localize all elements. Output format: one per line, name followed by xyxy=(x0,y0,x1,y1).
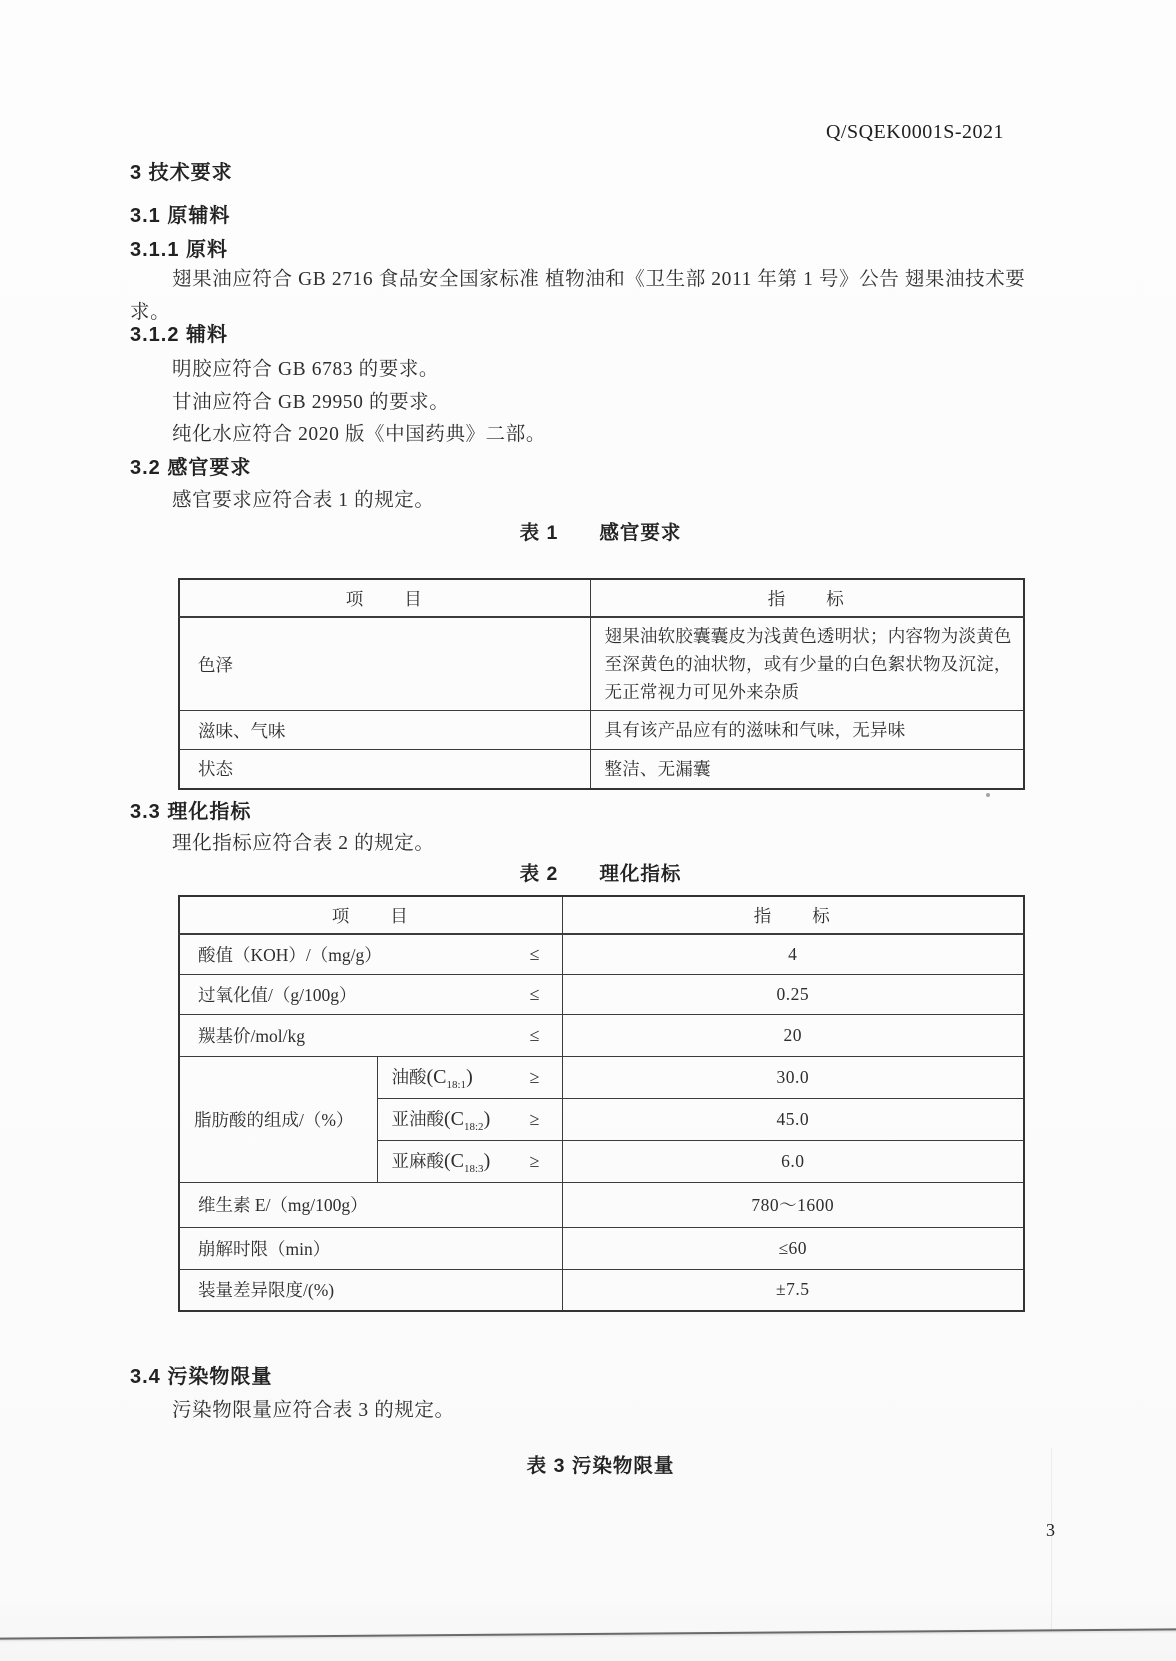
item-label: 油酸$(C_{18:1})$ xyxy=(391,1065,473,1091)
table2-item-vitamin-e: 维生素 E/（mg/100g） xyxy=(179,1182,562,1227)
table2-item-carbonyl xyxy=(179,1014,562,1056)
doc-code: Q/SQEK0001S-2021 xyxy=(825,121,1004,143)
table2-item-linoleic xyxy=(377,1098,562,1140)
limit-operator: ≤ xyxy=(529,983,540,1004)
heading-3-1-1: 3.1.1 原料 xyxy=(130,239,229,261)
table2-value-linoleic: 45.0 xyxy=(562,1098,1024,1140)
heading-3-1-2: 3.1.2 辅料 xyxy=(130,324,229,346)
table2-header-item: 项 目 xyxy=(179,896,562,934)
table-row xyxy=(179,711,1024,750)
heading-3: 3 技术要求 xyxy=(130,162,233,184)
table-physchem xyxy=(178,895,1025,1312)
table1-item-state: 状态 xyxy=(179,750,590,789)
paper-speck xyxy=(986,793,990,797)
table2-value-disintegration: ≤60 xyxy=(562,1227,1024,1269)
table-row xyxy=(179,1014,1024,1056)
table1-header-indicator: 指 标 xyxy=(590,579,1024,617)
table2-value-linolenic: 6.0 xyxy=(562,1140,1024,1182)
heading-3-2: 3.2 感官要求 xyxy=(130,457,252,479)
table3-caption: 表 3 污染物限量 xyxy=(526,1455,675,1477)
paragraph-sensory: 感官要求应符合表 1 的规定。 xyxy=(172,490,435,511)
table-sensory xyxy=(178,578,1025,790)
heading-3-4: 3.4 污染物限量 xyxy=(130,1366,273,1388)
item-label: 亚麻酸$(C_{18:3})$ xyxy=(391,1149,491,1175)
page-number: 3 xyxy=(1046,1520,1055,1540)
limit-operator: ≥ xyxy=(529,1150,540,1171)
table1-caption: 表 1 感官要求 xyxy=(519,522,682,544)
table-row xyxy=(179,750,1024,789)
item-label: 酸值（KOH）/（mg/g） xyxy=(198,944,382,965)
paper-crease xyxy=(1051,1448,1052,1630)
table1-indicator-taste: 具有该产品应有的滋味和气味，无异味 xyxy=(590,711,1024,750)
paragraph-water: 纯化水应符合 2020 版《中国药典》二部。 xyxy=(172,424,546,445)
paragraph-gelatin: 明胶应符合 GB 6783 的要求。 xyxy=(172,359,440,380)
limit-operator: ≤ xyxy=(529,1024,540,1045)
table2-header-indicator: 指 标 xyxy=(562,896,1024,934)
table1-header-item: 项 目 xyxy=(179,579,590,617)
item-label: 羰基价/mol/kg xyxy=(198,1025,305,1046)
table-sensory-wrap xyxy=(178,578,1023,790)
table2-item-acid xyxy=(179,934,562,974)
item-label: 过氧化值/（g/100g） xyxy=(198,984,357,1005)
table-row xyxy=(179,1056,1024,1098)
table2-item-peroxide xyxy=(179,974,562,1014)
table2-item-disintegration: 崩解时限（min） xyxy=(179,1227,562,1269)
table-row xyxy=(179,974,1024,1014)
limit-operator: ≤ xyxy=(529,943,540,964)
table-row xyxy=(179,1182,1024,1227)
paragraph-glycerin: 甘油应符合 GB 29950 的要求。 xyxy=(172,392,450,413)
table-physchem-wrap xyxy=(178,895,1023,1312)
table-row xyxy=(179,1227,1024,1269)
paper-bottom-edge xyxy=(0,1628,1176,1639)
table1-indicator-state: 整洁、无漏囊 xyxy=(590,750,1024,789)
table-row xyxy=(179,1269,1024,1311)
table2-value-oleic: 30.0 xyxy=(562,1056,1024,1098)
heading-3-1: 3.1 原辅料 xyxy=(130,205,231,227)
table1-item-color: 色泽 xyxy=(179,617,590,711)
heading-3-3: 3.3 理化指标 xyxy=(130,801,252,823)
table2-caption: 表 2 理化指标 xyxy=(519,863,682,885)
table-row xyxy=(179,896,1024,934)
table2-value-peroxide: 0.25 xyxy=(562,974,1024,1014)
table2-fatty-acid-group-label: 脂肪酸的组成/（%） xyxy=(179,1056,377,1182)
table1-item-taste: 滋味、气味 xyxy=(179,711,590,750)
table2-item-fill-variation: 装量差异限度/(%) xyxy=(179,1269,562,1311)
table2-value-vitamin-e: 780～1600 xyxy=(562,1182,1024,1227)
item-label: 亚油酸$(C_{18:2})$ xyxy=(391,1107,491,1133)
paragraph-311-line1: 翅果油应符合 GB 2716 食品安全国家标准 植物油和《卫生部 2011 年第 1 号》公告 翅果油技术要 xyxy=(172,269,1026,290)
table-row xyxy=(179,579,1024,617)
paragraph-311-line2: 求。 xyxy=(130,302,171,323)
table2-value-carbonyl: 20 xyxy=(562,1014,1024,1056)
table-row xyxy=(179,617,1024,711)
table1-indicator-color: 翅果油软胶囊囊皮为浅黄色透明状；内容物为淡黄色至深黄色的油状物，或有少量的白色絮状物及沉淀，无正常视力可见外来杂质 xyxy=(590,617,1024,711)
paragraph-physchem: 理化指标应符合表 2 的规定。 xyxy=(172,833,435,854)
table2-value-acid: 4 xyxy=(562,934,1024,974)
table2-value-fill-variation: ±7.5 xyxy=(562,1269,1024,1311)
table-row xyxy=(179,934,1024,974)
table2-item-oleic xyxy=(377,1056,562,1098)
paragraph-contaminants: 污染物限量应符合表 3 的规定。 xyxy=(172,1400,455,1421)
limit-operator: ≥ xyxy=(529,1066,540,1087)
limit-operator: ≥ xyxy=(529,1108,540,1129)
table2-item-linolenic xyxy=(377,1140,562,1182)
